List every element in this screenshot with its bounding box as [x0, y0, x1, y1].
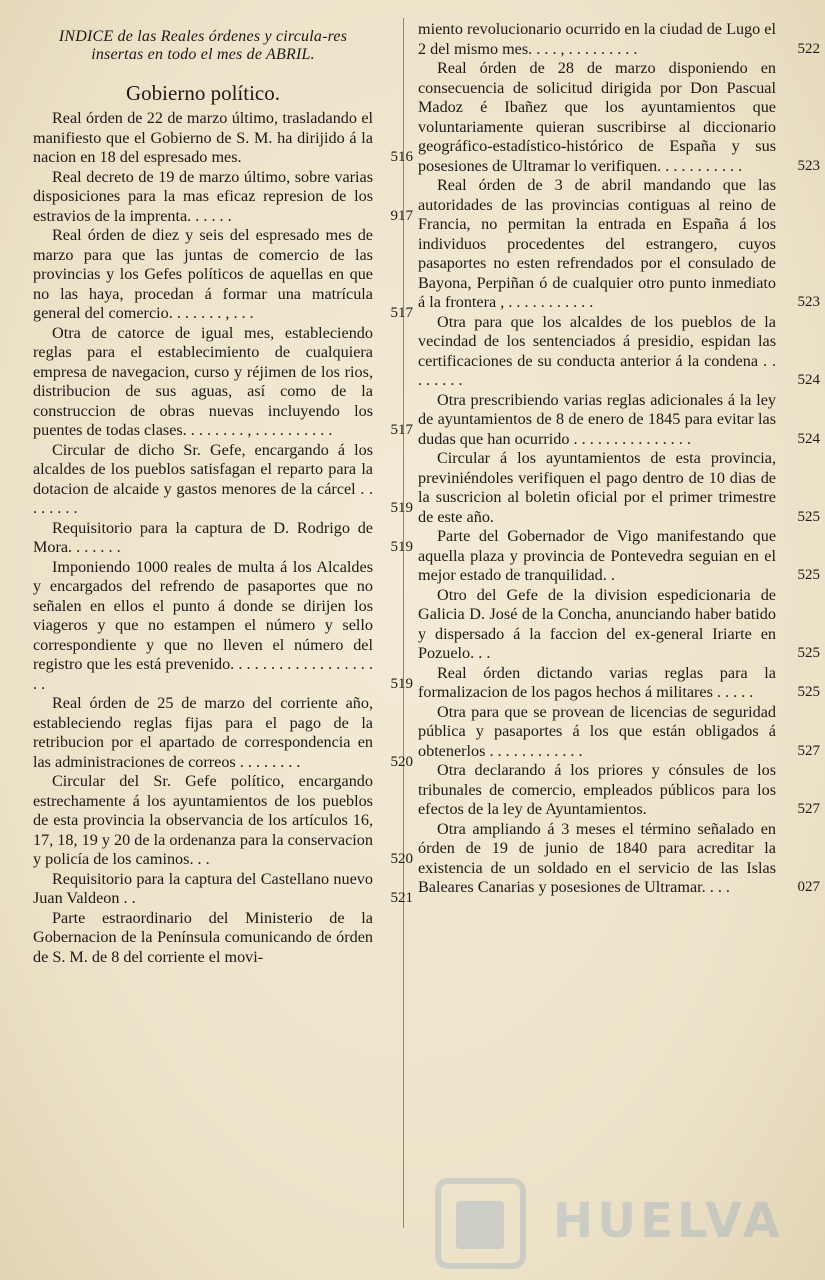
index-entry — [33, 226, 413, 324]
entry-text: Real órden de 25 de marzo del corriente año, estableciendo reglas fijas para el pago de la retribucion por el apartado de correspondencia en las administraciones de correos . . . . . . . . — [33, 694, 373, 771]
index-entry — [418, 819, 820, 898]
index-entry — [418, 663, 820, 703]
index-entry — [33, 167, 413, 227]
index-title: INDICE de las Reales órdenes y circula-res insertas en todo el mes de ABRIL. — [58, 28, 348, 63]
entry-text: Otra prescribiendo varias reglas adicionales á la ley de ayuntamientos de 8 de enero de 1845 para evitar las dudas que han ocurrido . . . . . . . . . . . . . . . — [418, 390, 776, 448]
entry-text: Otro del Gefe de la division espedicionaria de Galicia D. José de la Concha, anunciando haber batido y dispersado á la faccion del ex-general Iriarte en Pozuelo. . . — [418, 585, 776, 662]
page-number: 523 — [797, 294, 820, 310]
page-number: 527 — [797, 801, 820, 817]
page-number: 519 — [390, 539, 413, 555]
page-number: 517 — [390, 305, 413, 321]
entry-text: Otra de catorce de igual mes, estableciendo reglas para el establecimiento de cualquiera empresa de navegacion, curso y réjimen de los rios, distribucion de sus aguas, así como de la construccion de obras nuevas incluyendo los puentes de todas clases. . . . . . . . , . . . . . . . . . . — [33, 323, 373, 439]
column-divider — [403, 18, 404, 1228]
page-number: 516 — [390, 149, 413, 165]
watermark-text: HUELVA — [553, 1193, 784, 1249]
page-number: 525 — [797, 567, 820, 583]
page-number: 027 — [797, 879, 820, 895]
index-entry — [33, 869, 413, 909]
index-entry — [33, 440, 413, 519]
entry-text: Real órden de 3 de abril mandando que las autoridades de las provincias contiguas al reino de Francia, no permitan la entrada en España á los individuos procedentes del estrangero, cuyos pasaportes no esten refrendados por el consulado de Bayona, Perpiñan ó de cualquier otro punto inmediato á la frontera , . . . . . . . . . . . — [418, 176, 776, 311]
page-number: 917 — [390, 207, 413, 224]
page-number: 524 — [797, 372, 820, 388]
index-entry — [418, 59, 820, 176]
stamp-emblem-icon — [418, 1175, 748, 1270]
index-entry — [33, 909, 373, 968]
index-entry — [33, 694, 413, 772]
index-entry — [33, 772, 413, 870]
entry-text: Otra para que los alcaldes de los pueblos de la vecindad de los sentenciados á presidio, espidan las certificaciones de su conducta anterior á la condena . . . . . . . . — [418, 312, 776, 389]
entry-text: miento revolucionario ocurrido en la ciudad de Lugo el 2 del mismo mes. . . . , . . . . . . . . . — [418, 20, 776, 58]
page-number: 525 — [797, 684, 820, 700]
left-column — [33, 0, 413, 967]
page-number: 520 — [390, 851, 413, 867]
entry-text: Real órden de 28 de marzo disponiendo en consecuencia de solicitud dirigida por Don Pascual Madoz é Ibañez que los ayuntamientos que voluntariamente quieran suscribirse al diccionario geográfico-estadístico-histórico de España y sus posesiones de Ultramar lo verifiquen. . . . . . . . . . . — [418, 59, 776, 175]
entry-text: Parte estraordinario del Ministerio de la Gobernacion de la Península comunicando de órden de S. M. de 8 del corriente el movi- — [33, 908, 373, 966]
section-heading: Gobierno político. — [126, 81, 280, 105]
right-entry-list — [418, 20, 820, 898]
index-entry — [33, 109, 413, 168]
entry-text: Otra declarando á los priores y cónsules de los tribunales de comercio, empleados públicos para los efectos de la ley de Ayuntamientos. — [418, 761, 776, 818]
page-number: 525 — [797, 508, 820, 525]
entry-text: Requisitorio para la captura de D. Rodrigo de Mora. . . . . . . — [33, 518, 373, 556]
index-entry — [418, 585, 820, 664]
entry-text: Requisitorio para la captura del Castellano nuevo Juan Valdeon . . — [33, 869, 373, 907]
page-number: 522 — [797, 40, 820, 57]
index-entry — [33, 557, 413, 695]
page-number: 519 — [390, 500, 413, 516]
page-number: 524 — [797, 430, 820, 447]
index-entry — [418, 312, 820, 391]
library-stamp-watermark — [418, 1175, 784, 1270]
index-entry — [418, 20, 820, 59]
page-number: 527 — [797, 742, 820, 759]
page-number: 517 — [390, 422, 413, 438]
entry-text: Real decreto de 19 de marzo último, sobre varias disposiciones para la mas eficaz represion de los estravios de la imprenta. . . . . . — [33, 167, 373, 225]
entry-text: Otra para que se provean de licencias de seguridad pública y pasaportes á los que están obligados á obtenerlos . . . . . . . . . . . . — [418, 702, 776, 760]
index-entry — [418, 527, 820, 586]
page-number: 521 — [390, 890, 413, 906]
page-number: 525 — [797, 645, 820, 661]
index-entry — [33, 518, 413, 558]
entry-text: Circular del Sr. Gefe político, encargando estrechamente á los ayuntamientos de los pueblos de esta provincia la observancia de los artículos 16, 17, 18, 19 y 20 de la ordenanza para la conservacion y policía de los caminos. . . — [33, 772, 373, 868]
entry-text: Real órden de 22 de marzo último, trasladando el manifiesto que el Gobierno de S. M. ha dirijido á la nacion en 18 del espresado mes. — [33, 109, 373, 166]
entry-text: Parte del Gobernador de Vigo manifestando que aquella plaza y provincia de Pontevedra seguian en el mejor estado de tranquilidad. . — [418, 527, 776, 584]
right-column — [418, 0, 820, 898]
index-entry — [418, 176, 820, 313]
page-number: 523 — [797, 157, 820, 174]
index-entry — [418, 761, 820, 820]
index-entry — [418, 702, 820, 762]
index-entry — [33, 323, 413, 441]
page-number: 519 — [390, 675, 413, 692]
entry-text: Circular á los ayuntamientos de esta provincia, previniéndoles verifiquen el pago dentro de 10 dias de la suscricion al boletin oficial por el primer trimestre de este año. — [418, 449, 776, 526]
entry-text: Real órden dictando varias reglas para la formalizacion de los pagos hechos á militares . . . . . — [418, 663, 776, 701]
entry-text: Otra ampliando á 3 meses el término señalado en órden de 19 de junio de 1840 para acreditar la existencia de un soldado en el servicio de las Islas Baleares Canarias y posesiones de Ultramar. . . . — [418, 819, 776, 896]
index-entry — [418, 390, 820, 450]
entry-text: Circular de dicho Sr. Gefe, encargando á los alcaldes de los pueblos satisfagan el reparto para la dotacion de alcaide y gastos menores de la cárcel . . . . . . . . — [33, 440, 373, 517]
index-entry — [418, 449, 820, 527]
entry-text: Real órden de diez y seis del espresado mes de marzo para que las juntas de comercio de las provincias y los Gefes políticos de aquellas en que no las haya, procedan á formar una matrícula general del comercio. . . . . . . , . . . — [33, 226, 373, 322]
left-entry-list — [33, 109, 413, 967]
page-number: 520 — [390, 753, 413, 770]
entry-text: Imponiendo 1000 reales de multa á los Alcaldes y encargados del refrendo de pasaportes que no señalen en ellos el punto á donde se dirijen los viageros y que no estampen el número y sello correspondiente y que no lleven el número del registro que les está prevenido. . . . . . . . . . . . . . . . . . . . — [33, 557, 373, 693]
